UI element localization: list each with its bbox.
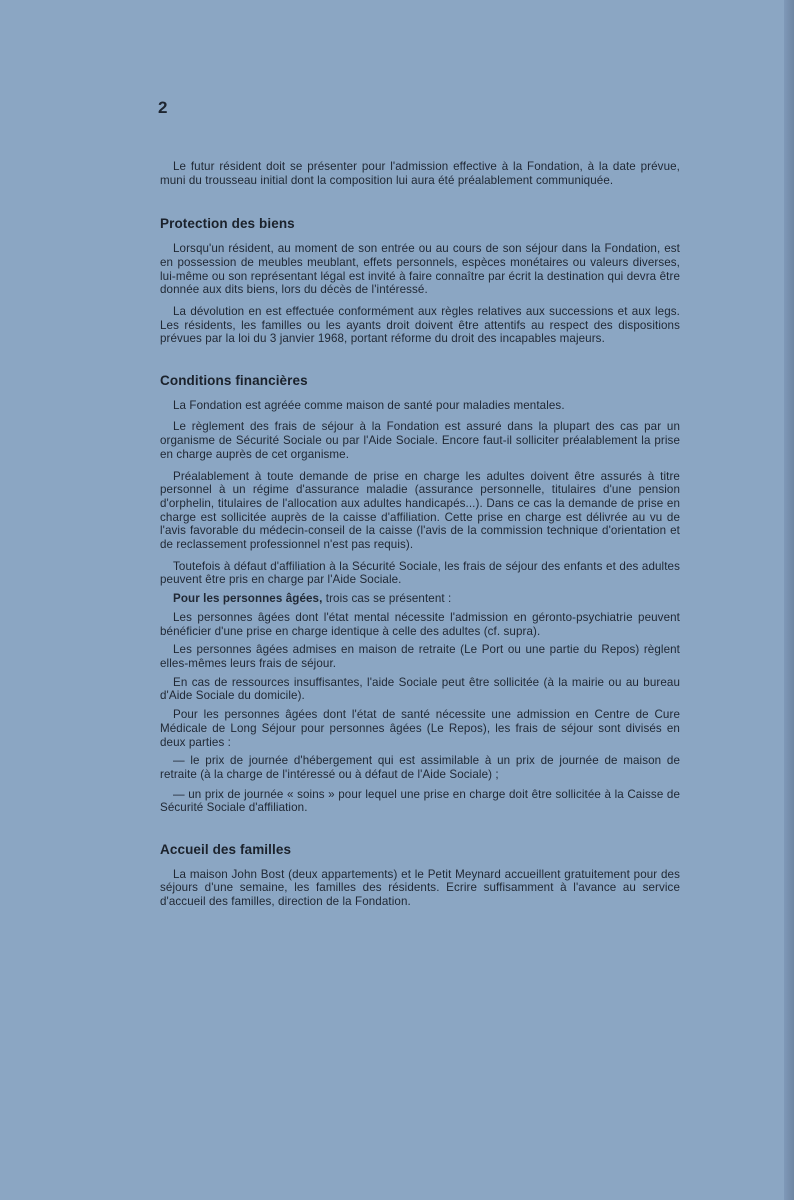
bold-lead: Pour les personnes âgées, <box>173 592 323 606</box>
section-title-protection-biens: Protection des biens <box>160 216 295 232</box>
page-edge <box>784 0 794 1200</box>
paragraph: Toutefois à défaut d'affiliation à la Sécurité Sociale, les frais de séjour des enfants et des adultes peuvent être pris en charge par l'Aide Sociale. <box>160 559 680 587</box>
bullet-item: — un prix de journée « soins » pour lequel une prise en charge doit être sollicitée à la Caisse de Sécurité Sociale d'affiliation. <box>160 787 680 815</box>
paragraph: La Fondation est agréée comme maison de santé pour maladies mentales. <box>173 398 565 412</box>
paragraph: Lorsqu'un résident, au moment de son entrée ou au cours de son séjour dans la Fondation, est en possession de meubles meublant, effets personnels, espèces monétaires ou valeurs diverses, lui-même ou son représentant légal est invité à faire connaître par écrit la destination qui devra être donnée aux dits biens, lors du décès de l'intéressé. <box>160 242 680 297</box>
page-number: 2 <box>158 98 168 117</box>
paragraph: La dévolution en est effectuée conformément aux règles relatives aux successions et aux legs. Les résidents, les familles ou les ayants droit doivent être attentifs au respect des dispositions prévues par la loi du 3 janvier 1968, portant réforme du droit des incapables majeurs. <box>160 304 680 346</box>
paragraph: Pour les personnes âgées dont l'état de santé nécessite une admission en Centre de Cure Médicale de Long Séjour pour personnes âgées (Le Repos), les frais de séjour sont divisés en deux parties : <box>160 708 680 749</box>
bullet-item: — le prix de journée d'hébergement qui est assimilable à un prix de journée de maison de retraite (à la charge de l'intéressé ou à défaut de l'Aide Sociale) ; <box>160 754 680 781</box>
paragraph: Les personnes âgées dont l'état mental nécessite l'admission en géronto-psychiatrie peuvent bénéficier d'une prise en charge identique à celle des adultes (cf. supra). <box>160 610 680 638</box>
paragraph-personnes-agees <box>160 592 680 606</box>
section-title-accueil-familles: Accueil des familles <box>160 842 292 858</box>
document-body <box>160 160 680 917</box>
paragraph: En cas de ressources insuffisantes, l'aide Sociale peut être sollicitée (à la mairie ou au bureau d'Aide Sociale du domicile). <box>160 675 680 703</box>
lead-rest: trois cas se présentent : <box>322 592 452 606</box>
paragraph: Préalablement à toute demande de prise en charge les adultes doivent être assurés à titre personnel à un régime d'assurance maladie (assurance personnelle, titulaires d'une pension d'orphelin, titulaires de l'allocation aux adultes handicapés...). Dans ce cas la demande de prise en charge est sollicitée auprès de la caisse d'affiliation. Cette prise en charge est délivrée au vu de l'avis favorable du médecin-conseil de la caisse (l'avis de la commission technique d'orientation et de reclassement professionnel n'est pas requis). <box>160 469 680 552</box>
paragraph: Le règlement des frais de séjour à la Fondation est assuré dans la plupart des cas par un organisme de Sécurité Sociale ou par l'Aide Sociale. Encore faut-il solliciter préalablement la prise en charge auprès de cet organisme. <box>160 420 680 461</box>
paragraph: La maison John Bost (deux appartements) et le Petit Meynard accueillent gratuitement pour des séjours d'une semaine, les familles des résidents. Ecrire suffisamment à l'avance au service d'accueil des familles, direction de la Fondation. <box>160 867 680 909</box>
paragraph: Les personnes âgées admises en maison de retraite (Le Port ou une partie du Repos) règlent elles-mêmes leurs frais de séjour. <box>160 643 680 670</box>
section-title-conditions-financieres: Conditions financières <box>160 373 308 389</box>
intro-paragraph: Le futur résident doit se présenter pour l'admission effective à la Fondation, à la date prévue, muni du trousseau initial dont la composition lui aura été préalablement communiquée. <box>160 160 680 187</box>
